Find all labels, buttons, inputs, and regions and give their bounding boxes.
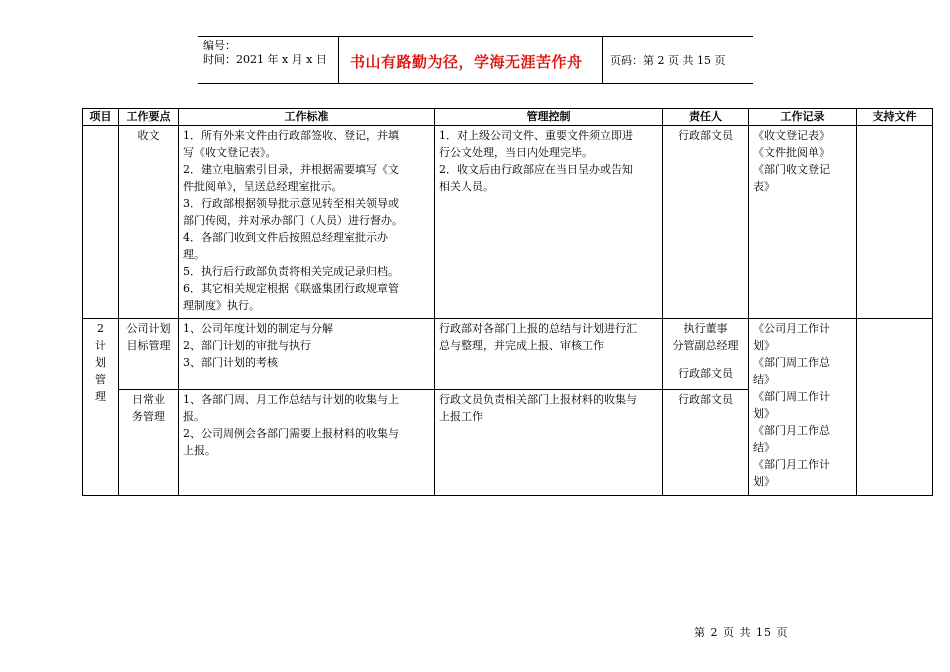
header-motto: 书山有路勤为径，学海无涯苦作舟 xyxy=(350,53,583,71)
item-char: 管 xyxy=(95,373,106,386)
standard-line: 2．建立电脑索引目录，并根据需要填写《文 xyxy=(183,163,399,176)
standard-line: 理制度》执行。 xyxy=(183,299,260,312)
cell-item-plan-management xyxy=(83,319,119,496)
record-line: 《部门收文登记 xyxy=(753,163,830,176)
work-standard-table xyxy=(82,108,933,496)
standard-line: 5．执行后行政部负责将相关完成记录归档。 xyxy=(183,265,399,278)
owner-line: 执行董事 xyxy=(683,322,728,335)
col-header-key-point: 工作要点 xyxy=(119,109,179,126)
standard-line: 1、各部门周、月工作总结与计划的收集与上 xyxy=(183,393,399,406)
header-divider-right xyxy=(602,36,603,84)
record-line: 表》 xyxy=(753,180,775,193)
cell-records-plan xyxy=(749,319,857,496)
table-header-row xyxy=(83,109,933,126)
col-header-support-docs: 支持文件 xyxy=(857,109,933,126)
standard-line: 写《收文登记表》。 xyxy=(183,146,277,159)
point-line: 日常业 xyxy=(132,393,165,406)
control-line: 总与整理，并完成上报、审核工作 xyxy=(439,339,604,352)
standard-line: 2、部门计划的审批与执行 xyxy=(183,339,311,352)
item-number: 2 xyxy=(97,322,104,335)
cell-standard-daily xyxy=(179,390,435,496)
owner-line: 分管副总经理 xyxy=(672,339,739,352)
point-line: 公司计划 xyxy=(126,322,171,335)
cell-owner-target xyxy=(663,319,749,390)
record-line: 《部门月工作计 xyxy=(753,458,830,471)
record-line: 划》 xyxy=(753,339,775,352)
standard-line: 1．所有外来文件由行政部签收、登记，并填 xyxy=(183,129,399,142)
standard-line: 部门传阅，并对承办部门（人员）进行督办。 xyxy=(183,214,403,227)
cell-owner-daily: 行政部文员 xyxy=(663,390,749,496)
control-line: 行公文处理，当日内处理完毕。 xyxy=(439,146,593,159)
control-line: 1．对上级公司文件、重要文件须立即进 xyxy=(439,129,633,142)
cell-item-empty xyxy=(83,126,119,319)
record-line: 《部门月工作总 xyxy=(753,424,830,437)
cell-standard-target xyxy=(179,319,435,390)
header-time-label: 时间：2021 年 x 月 x 日 xyxy=(203,53,327,66)
standard-line: 3．行政部根据领导批示意见转至相关领导或 xyxy=(183,197,399,210)
item-char: 划 xyxy=(95,356,106,369)
record-line: 《部门周工作计 xyxy=(753,390,830,403)
owner-line: 行政部文员 xyxy=(678,367,733,380)
control-line: 行政部对各部门上报的总结与计划进行汇 xyxy=(439,322,637,335)
record-line: 《收文登记表》 xyxy=(753,129,830,142)
point-line: 务管理 xyxy=(132,410,165,423)
cell-point-target xyxy=(119,319,179,390)
record-line: 《部门周工作总 xyxy=(753,356,830,369)
header-bottom-rule xyxy=(198,83,753,84)
standard-line: 4．各部门收到文件后按照总经理室批示办 xyxy=(183,231,388,244)
header-page-label: 页码：第 2 页 共 15 页 xyxy=(610,54,726,67)
item-char: 计 xyxy=(95,339,106,352)
standard-line: 上报。 xyxy=(183,444,216,457)
standard-line: 3、部门计划的考核 xyxy=(183,356,278,369)
cell-owner-receiving: 行政部文员 xyxy=(663,126,749,319)
standard-line: 6．其它相关规定根据《联盛集团行政规章管 xyxy=(183,282,399,295)
cell-control-target xyxy=(435,319,663,390)
control-line: 相关人员。 xyxy=(439,180,494,193)
record-line: 划》 xyxy=(753,407,775,420)
record-line: 划》 xyxy=(753,475,775,488)
cell-records-receiving xyxy=(749,126,857,319)
cell-support-receiving xyxy=(857,126,933,319)
header-divider-left xyxy=(338,36,339,84)
standard-line: 报。 xyxy=(183,410,205,423)
col-header-control: 管理控制 xyxy=(435,109,663,126)
record-line: 结》 xyxy=(753,441,775,454)
cell-control-daily xyxy=(435,390,663,496)
point-line: 目标管理 xyxy=(126,339,171,352)
record-line: 《文件批阅单》 xyxy=(753,146,830,159)
record-line: 《公司月工作计 xyxy=(753,322,830,335)
cell-support-plan xyxy=(857,319,933,496)
col-header-owner: 责任人 xyxy=(663,109,749,126)
col-header-records: 工作记录 xyxy=(749,109,857,126)
record-line: 结》 xyxy=(753,373,775,386)
control-line: 2．收文后由行政部应在当日呈办或告知 xyxy=(439,163,633,176)
cell-control-receiving xyxy=(435,126,663,319)
page-footer: 第 2 页 共 15 页 xyxy=(694,626,789,639)
item-char: 理 xyxy=(95,390,106,403)
table-row-plan-target xyxy=(83,319,933,390)
standard-line: 理。 xyxy=(183,248,205,261)
header-number-label: 编号： xyxy=(203,39,236,52)
col-header-standard: 工作标准 xyxy=(179,109,435,126)
control-line: 行政文员负责相关部门上报材料的收集与 xyxy=(439,393,637,406)
standard-line: 件批阅单》，呈送总经理室批示。 xyxy=(183,180,343,193)
standard-line: 1、公司年度计划的制定与分解 xyxy=(183,322,333,335)
cell-standard-receiving xyxy=(179,126,435,319)
col-header-item: 项目 xyxy=(83,109,119,126)
header-top-rule xyxy=(198,36,753,37)
table-row-receiving xyxy=(83,126,933,319)
control-line: 上报工作 xyxy=(439,410,483,423)
cell-point-daily xyxy=(119,390,179,496)
cell-point-receiving: 收文 xyxy=(119,126,179,319)
standard-line: 2、公司周例会各部门需要上报材料的收集与 xyxy=(183,427,399,440)
